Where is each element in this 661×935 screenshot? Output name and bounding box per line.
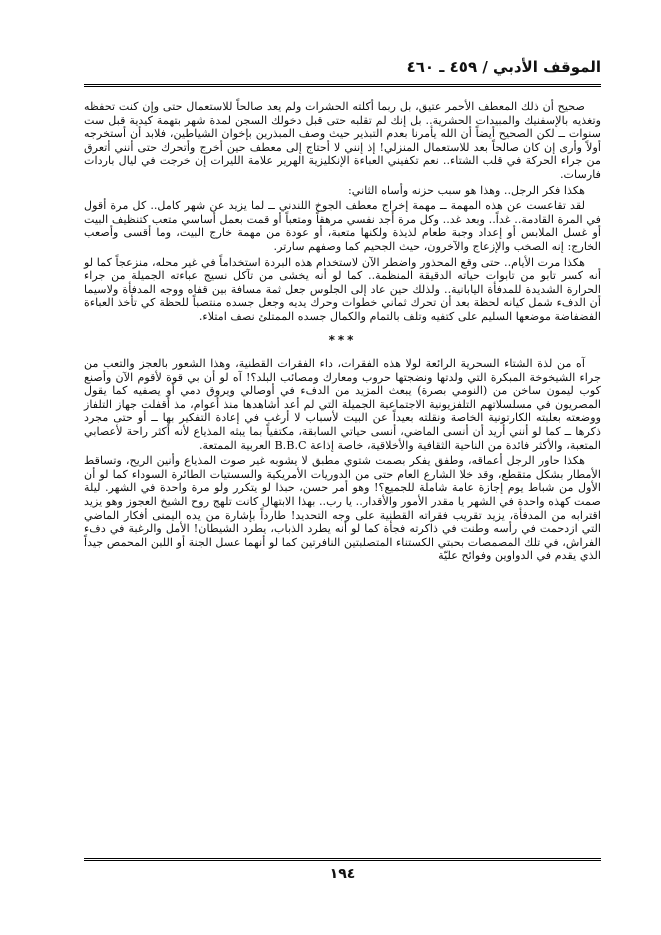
article-body [84, 100, 601, 565]
running-header: الموقف الأدبي / ٤٥٩ ـ ٤٦٠ [406, 58, 601, 76]
page-number: ١٩٤ [329, 866, 356, 882]
paragraph: صحيح أن ذلك المعطف الأحمر عتيق، بل ربما أكلته الحشرات ولم يعد صالحاً للاستعمال حتى وإن كنت تحفظه وتغذيه بالإسفنيك والمبيدات الحشرية.. بل إنك لم تقلبه حتى قبل دخولك السجن لمدة شهر بتهمة كيدية قبل ست سنوات ــ لكن الصحيح أيضاً أن الله يأمرنا بعدم التبذير حيث وصف المبذرين بإخوان الشياطين، فلابد أن أستخرجه أولاً وأرى إن كان صالحاً بعد للاستعمال المنزلي! إذ إنني لا أحتاج إلى معطف حين أخرج وأتحرك حتى أنني أتعرق من جراء الحركة في قلب الشتاء.. نعم تكفيني العباءة الإنكليزية الهرير علامة الليرات إن خرجت في ليال باردات فارسات. [84, 100, 601, 181]
paragraph: لقد تقاعست عن هذه المهمة ــ مهمة إخراج معطف الجوخ اللندني ــ لما يزيد عن شهر كامل.. كل مرة أقول في المرة القادمة.. غداً.. وبعد غد.. وكل مرة أجد نفسي مرهقاً ومتعباً أو قمت بعمل أساسي متعب كتنظيف البيت أو غسل الملابس أو إعداد وجبة طعام لذيذة ولكنها متعبة، أو عودة من مهمة خارج البيت، وما أقسى وأصعب الخارج: إنه الصخب والإزعاج والآخرون، حيث الجحيم كما وصفهم سارتر. [84, 199, 601, 253]
paragraph: هكذا فكر الرجل.. وهذا هو سبب حزنه وأساه الثاني: [348, 183, 585, 197]
footer-rule [84, 858, 601, 861]
paragraph: آه من لذة الشتاء السحرية الرائعة لولا هذه الفقرات، داء الفقرات القطنية، وهذا الشعور بالعجز والتعب من جراء الشيخوخة المبكرة التي ولدتها ونضجتها حروب ومعارك ومصائب البلد؟! آه لو أن بي قوة لأقوم الآن وأصنع كوب ليمون ساخن من (النومي بصرة) يبعث المزيد من الدفء في أوصالي ويروق دمي أو يصفيه كما يقول المصريون في مسلسلاتهم التلفزيونية الاجتماعية الجميلة التي لم أعد أشاهدها منذ أعوام، مذ أقفلت جهاز التلفاز ووضعته بعلبته الكارتونية الخاصة ونقلته بعيداً عن البيت لأسباب لا أرغب في إعادة التفكير بها ــ أو حتى مجرد ذكرها ــ كما لو أنني أريد أن أنسى الماضي، أنسى حياتي السابقة، مكتفياً بما يبثه المذياع لأنه أكثر راحة لأعصابي المتعبة، والأكثر فائدة من الناحية الثقافية والأخلاقية، خاصة إذاعة B.B.C العربية الممتعة. [84, 357, 601, 452]
paragraph: هكذا حاور الرجل أعماقه، وطفق يفكر بصمت شتوي مطبق لا يشوبه غير صوت المذياع وأنين الريح، وتساقط الأمطار بشكل متقطع، وقد خلا الشارع العام حتى من الدوريات الأمريكية والسستيات الطائرة السوداء كما لو أن الأول من شباط يوم إجازة عامة شاملة للجميع؟! وهو أمر حسن، حبذا لو يتكرر ولو مرة واحدة في الشهر. ليلة صمت كهذه واحدة في الشهر يا مقدر الأمور والأقدار.. يا رب.. بهذا الابتهال كانت تلهج روح الشيخ العجوز وهو يزيد اقترابه من المدفأة، يزيد تقريب فقراته القطنية على وجه التحديد! طارداً بإشارة من يده اليمنى أفكار الماضي التي ازدحمت في رأسه وطنت في ذاكرته فجأة كما لو أنه يطرد الذباب، يطرد الشيطان! الأمل والرغبة في دفء الفراش، في تلك المصمصات بحبتي الكستناء المتصلبتين النافرتين كما لو أنهما عسل الجنة أو اللبن المحمص جيداً الذي يقدم في الدواوين وفوائح عليّة [84, 454, 601, 563]
section-separator: *** [328, 332, 357, 347]
header-rule [84, 84, 601, 87]
paragraph: هكذا مرت الأيام.. حتى وقع المحذور واضطر الآن لاستخدام هذه البردة استخداماً في غير محله، منزعجاً كما لو أنه كسر تابو من تابوات حياته الدقيقة المنظمة.. كما لو أنه يخشى من تآكل نسيج عباءته الجميلة من جراء الحرارة الشديدة للمدفأة اليابانية.. ولذلك حين عاد إلى الجلوس جعل ثمة مسافة بين قفاه ووجه المدفأة ولاسيما أن الدفء شمل كيانه لحظة بعد أن تحرك ثماني خطوات وحرك يديه وجعل جسده منتصباً للحظة كي تأخذ العباءة الفضفاضة موضعها السليم على كتفيه وتلف بالتمام والكمال جسده الممتلئ نصف امتلاء. [84, 255, 601, 323]
